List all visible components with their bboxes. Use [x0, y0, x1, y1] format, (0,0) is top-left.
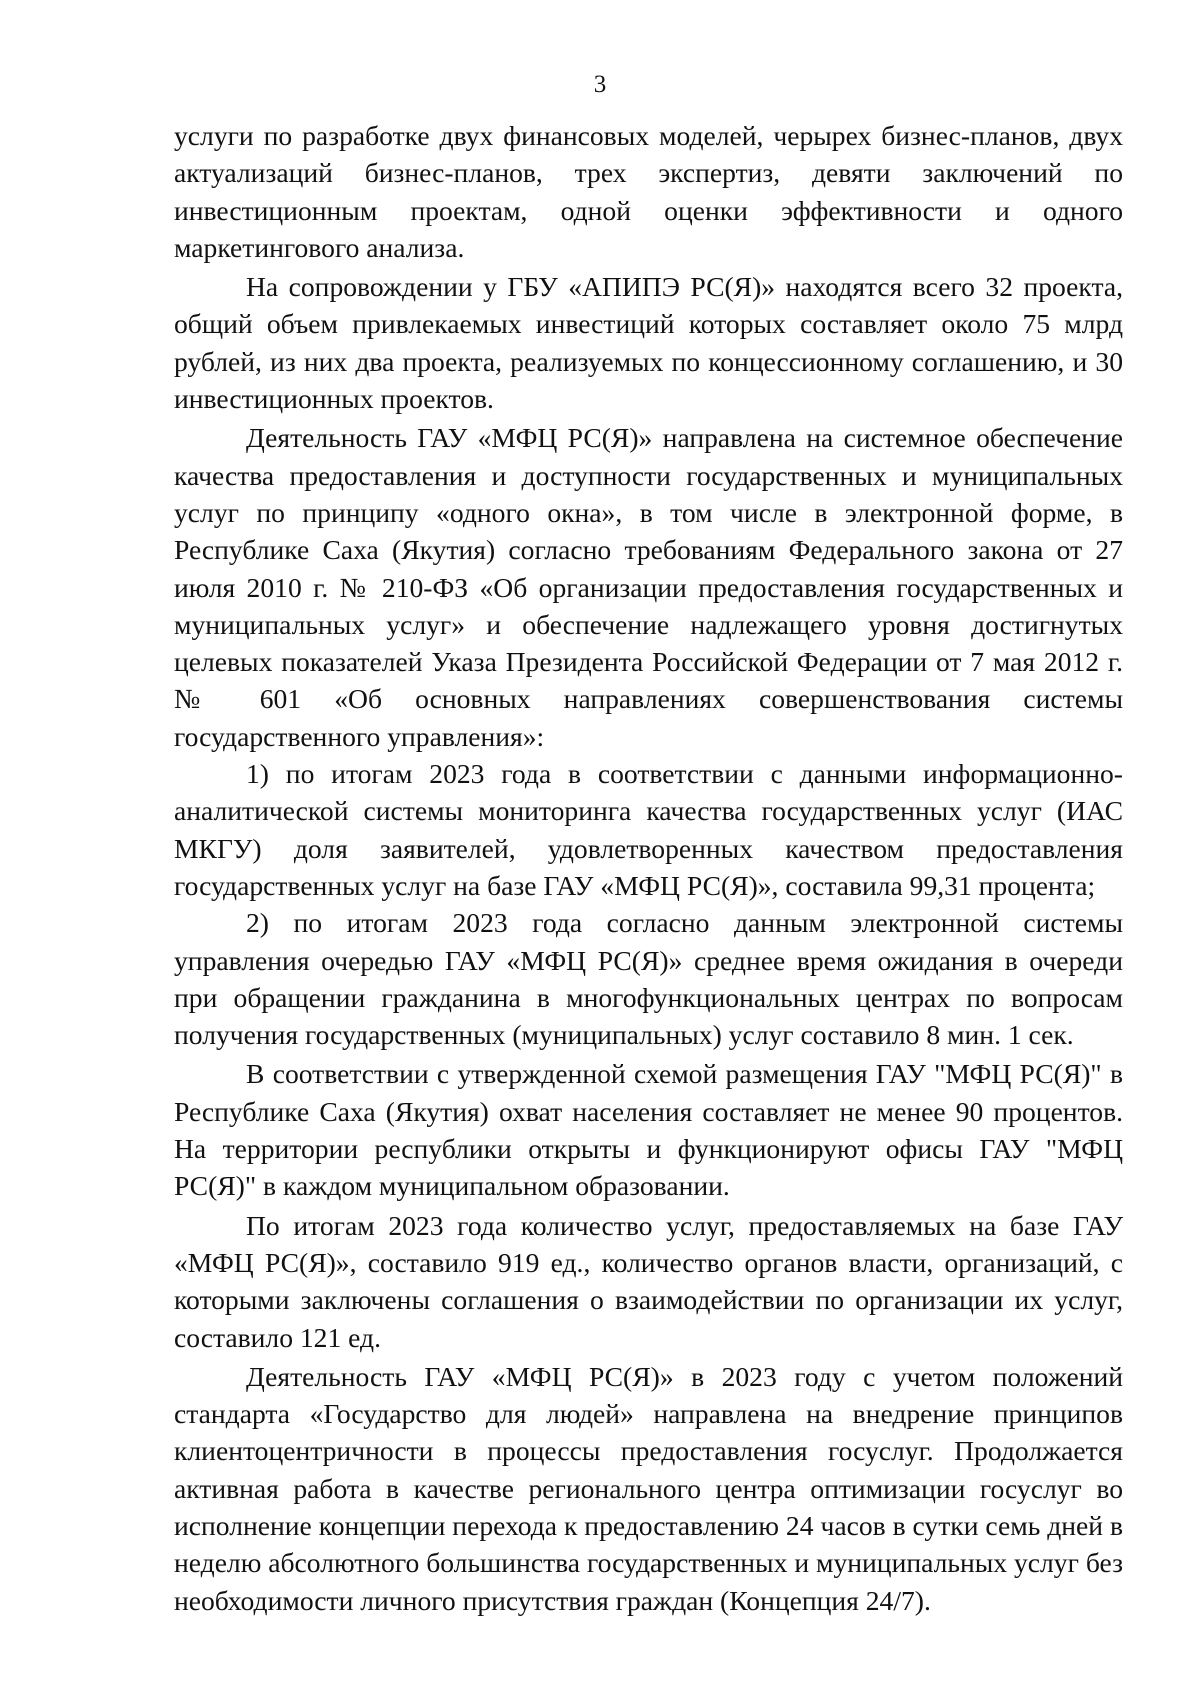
page-number: 3 — [593, 71, 607, 98]
paragraph-item-2: 2) по итогам 2023 года согласно данным электронной системы управления очередью ГАУ «МФЦ РС(Я)» среднее время ожидания в очереди при обращении гражданина в многофункциональных центрах по вопросам получения государственных (муниципальных) услуг составило 8 мин. 1 сек. — [174, 907, 1123, 1051]
paragraph-services-count: По итогам 2023 года количество услуг, предоставляемых на базе ГАУ «МФЦ РС(Я)», составило 919 ед., количество органов власти, организаций, с которыми заключены соглашения о взаимодействии по организации их услуг, составило 121 ед. — [174, 1209, 1123, 1353]
paragraph-mfc-activity: Деятельность ГАУ «МФЦ РС(Я)» направлена на системное обеспечение качества предоставления и доступности государственных и муниципальных услуг по принципу «одного окна», в том числе в электронной форме, в Республике Саха (Якутия) согласно требованиям Федерального закона от 27 июля 2010 г. № 210-ФЗ «Об организации предоставления государственных и муниципальных услуг» и обеспечение надлежащего уровня достигнутых целевых показателей Указа Президента Российской Федерации от 7 мая 2012 г. № 601 «Об основных направлениях совершенствования системы государственного управления»: — [174, 422, 1123, 752]
paragraph-item-1: 1) по итогам 2023 года в соответствии с данными информационно-аналитической системы мониторинга качества государственных услуг (ИАС МКГУ) доля заявителей, удовлетворенных качеством предоставления государственных услуг на базе ГАУ «МФЦ РС(Я)», составила 99,31 процента; — [174, 758, 1123, 901]
paragraph-coverage: В соответствии с утвержденной схемой размещения ГАУ "МФЦ РС(Я)" в Республике Саха (Якутия) охват населения составляет не менее 90 процентов. На территории республики открыты и функционируют офисы ГАУ "МФЦ РС(Я)" в каждом муниципальном образовании. — [174, 1058, 1123, 1202]
paragraph-apipe-projects: На сопровождении у ГБУ «АПИПЭ РС(Я)» находятся всего 32 проекта, общий объем привлекаемых инвестиций которых составляет около 75 млрд рублей, из них два проекта, реализуемых по концессионному соглашению, и 30 инвестиционных проектов. — [174, 271, 1123, 415]
document-body — [174, 117, 1123, 1619]
paragraph-concept-24-7: Деятельность ГАУ «МФЦ РС(Я)» в 2023 году с учетом положений стандарта «Государство для людей» направлена на внедрение принципов клиентоцентричности в процессы предоставления госуслуг. Продолжается активная работа в качестве регионального центра оптимизации госуслуг во исполнение концепции перехода к предоставлению 24 часов в сутки семь дней в неделю абсолютного большинства государственных и муниципальных услуг без необходимости личного присутствия граждан (Концепция 24/7). — [174, 1360, 1123, 1616]
paragraph-continuation: услуги по разработке двух финансовых моделей, черырех бизнес-планов, двух актуализаций бизнес-планов, трех экспертиз, девяти заключений по инвестиционным проектам, одной оценки эффективности и одного маркетингового анализа. — [174, 120, 1123, 263]
